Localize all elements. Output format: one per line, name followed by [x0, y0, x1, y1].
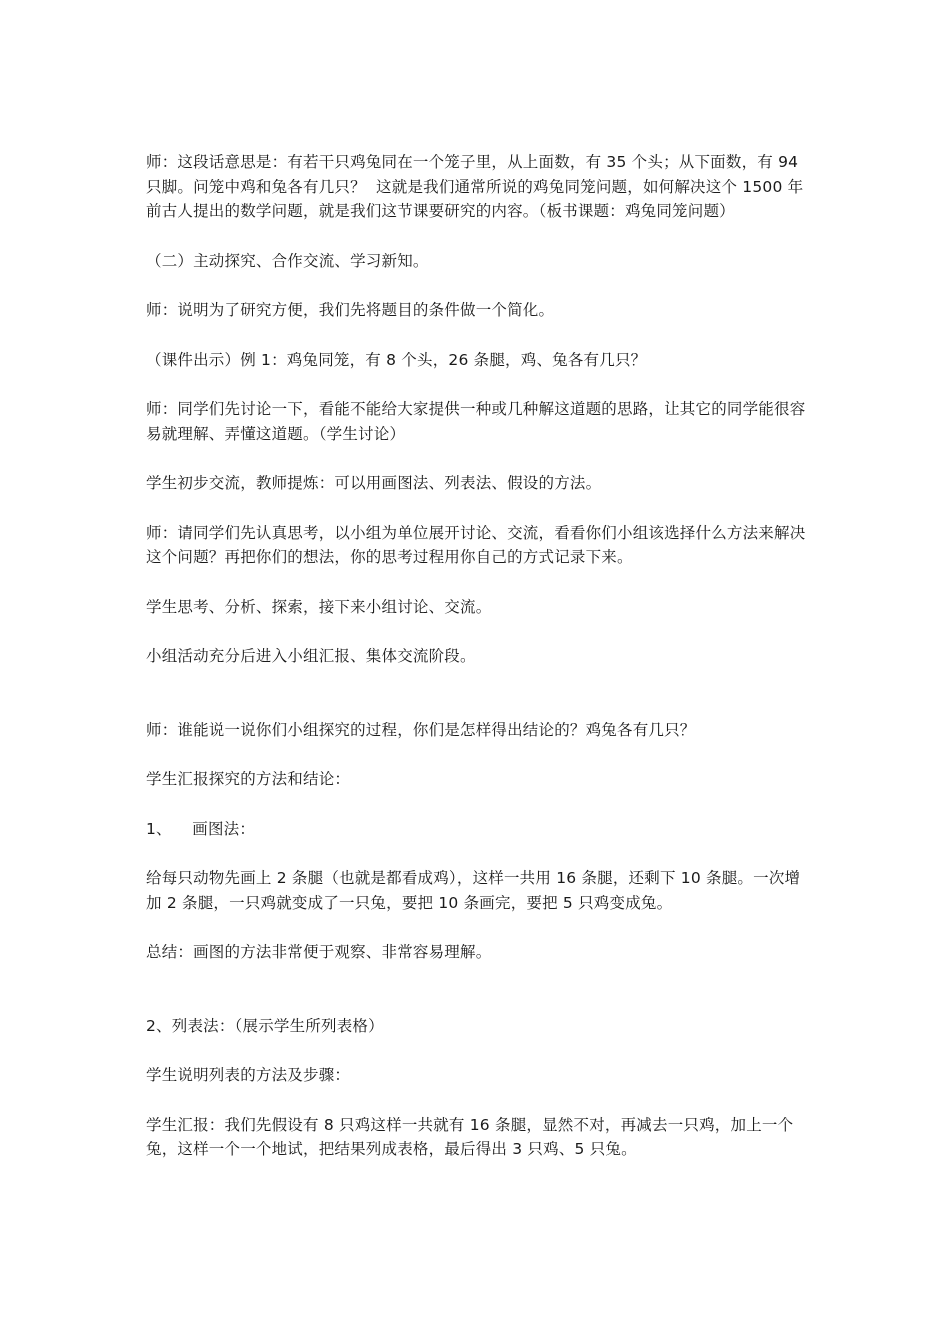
paragraph-table-heading: 2、列表法：（展示学生所列表格）: [146, 1016, 384, 1035]
paragraph-student-think: 学生思考、分析、探索，接下来小组讨论、交流。: [146, 597, 492, 616]
paragraph-discussion: 师：同学们先讨论一下，看能不能给大家提供一种或几种解这道题的思路，让其它的同学能很容易就理解、弄懂这道题。（学生讨论）: [146, 400, 806, 443]
paragraph-group-report: 小组活动充分后进入小组汇报、集体交流阶段。: [146, 647, 476, 665]
paragraph-drawing-method: 给每只动物先画上 2 条腿（也就是都看成鸡），这样一共用 16 条腿，还剩下 10 条腿。一次增加 2 条腿，一只鸡就变成了一只兔，要把 10 条画完，要把 5 只鸡变成兔。: [146, 869, 801, 912]
paragraph-methods: 学生初步交流，教师提炼：可以用画图法、列表法、假设的方法。: [146, 474, 602, 492]
paragraph-intro: 师：这段话意思是：有若干只鸡兔同在一个笼子里，从上面数，有 35 个头；从下面数，有 94 只脚。问笼中鸡和兔各有几只？ 这就是我们通常所说的鸡兔同笼问题，如何解决这个 1500 年前古人提出的数学问题，就是我们这节课要研究的内容。（板书课题：鸡兔同笼问题）: [146, 153, 804, 220]
paragraph-drawing-summary: 总结：画图的方法非常便于观察、非常容易理解。: [146, 943, 492, 961]
paragraph-section-heading: （二）主动探究、合作交流、学习新知。: [146, 251, 429, 270]
paragraph-example: （课件出示）例 1：鸡兔同笼，有 8 个头，26 条腿，鸡、兔各有几只？: [146, 350, 647, 369]
paragraph-table-report: 学生汇报：我们先假设有 8 只鸡这样一共就有 16 条腿，显然不对，再减去一只鸡，加上一个兔，这样一个一个地试，把结果列成表格，最后得出 3 只鸡、5 只兔。: [146, 1115, 794, 1158]
document-body: [146, 150, 810, 1162]
paragraph-report-intro: 学生汇报探究的方法和结论：: [146, 770, 351, 788]
paragraph-teacher-question: 师：谁能说一说你们小组探究的过程，你们是怎样得出结论的？鸡兔各有几只？: [146, 720, 696, 739]
paragraph-simplify: 师：说明为了研究方便，我们先将题目的条件做一个简化。: [146, 301, 555, 319]
paragraph-drawing-heading: 1、 画图法：: [146, 819, 256, 838]
paragraph-table-steps: 学生说明列表的方法及步骤：: [146, 1066, 351, 1084]
paragraph-group-task: 师：请同学们先认真思考，以小组为单位展开讨论、交流，看看你们小组该选择什么方法来解决这个问题？再把你们的想法，你的思考过程用你自己的方式记录下来。: [146, 523, 806, 566]
